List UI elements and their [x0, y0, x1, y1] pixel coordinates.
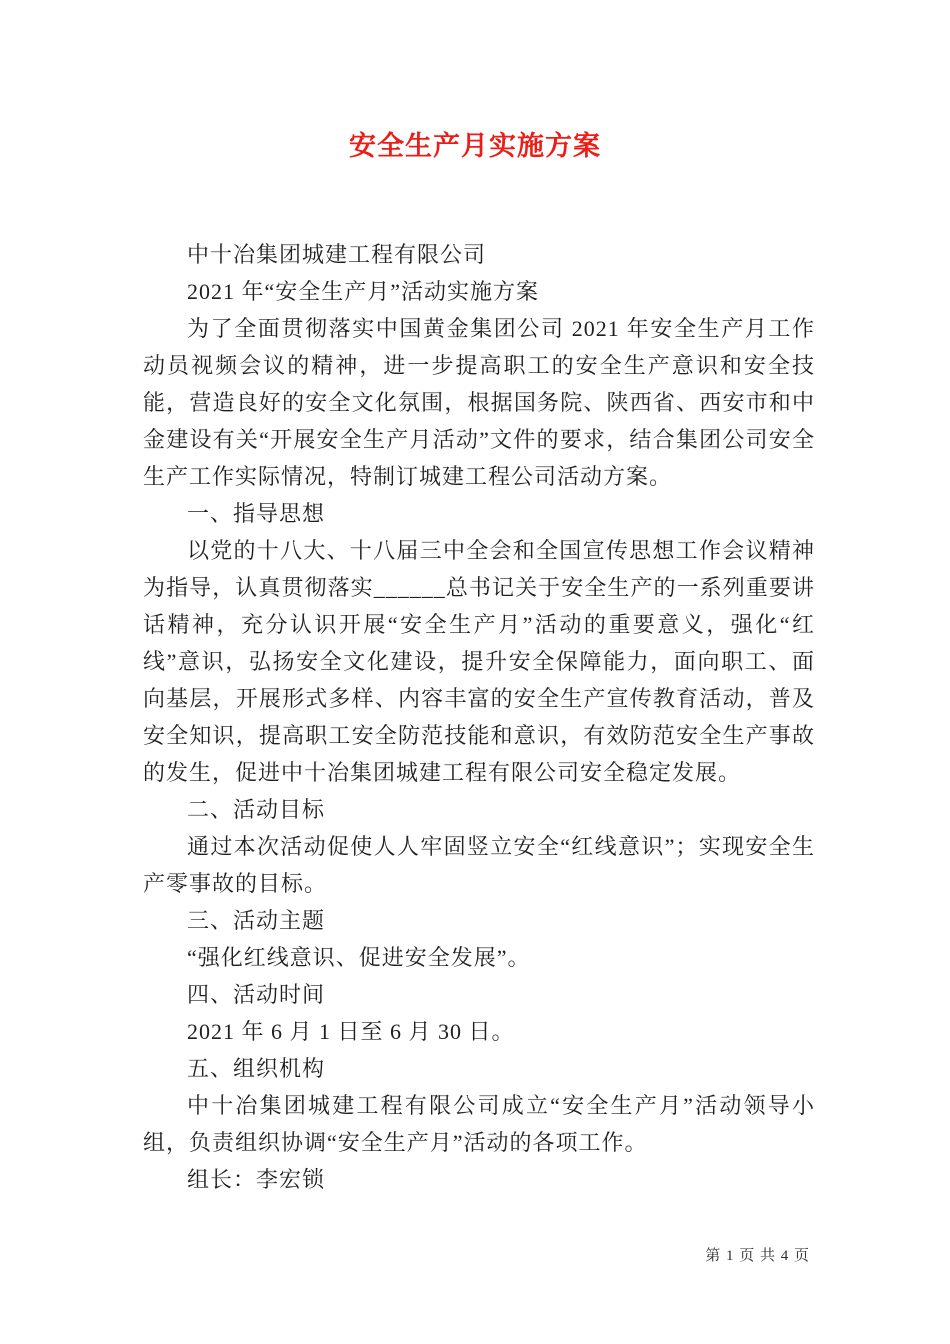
paragraph: 中十冶集团城建工程有限公司	[187, 242, 487, 267]
paragraph: 三、活动主题	[187, 908, 326, 933]
paragraph: 二、活动目标	[187, 797, 326, 822]
paragraph: 一、指导思想	[187, 501, 326, 526]
paragraph: 中十冶集团城建工程有限公司成立“安全生产月”活动领导小组，负责组织协调“安全生产月”活动的各项工作。	[143, 1093, 815, 1155]
document-title: 安全生产月实施方案	[349, 131, 601, 161]
paragraph: 为了全面贯彻落实中国黄金集团公司 2021 年安全生产月工作动员视频会议的精神，进一步提高职工的安全生产意识和安全技能，营造良好的安全文化氛围，根据国务院、陕西省、西安市和中金建设有关“开展安全生产月活动”文件的要求，结合集团公司安全生产工作实际情况，特制订城建工程公司活动方案。	[143, 316, 815, 489]
paragraph: “强化红线意识、促进安全发展”。	[187, 945, 531, 970]
paragraph: 以党的十八大、十八届三中全会和全国宣传思想工作会议精神为指导，认真贯彻落实______总书记关于安全生产的一系列重要讲话精神，充分认识开展“安全生产月”活动的重要意义，强化“红线”意识，弘扬安全文化建设，提升安全保障能力，面向职工、面向基层，开展形式多样、内容丰富的安全生产宣传教育活动，普及安全知识，提高职工安全防范技能和意识，有效防范安全生产事故的发生，促进中十冶集团城建工程有限公司安全稳定发展。	[143, 538, 815, 785]
paragraph: 2021 年“安全生产月”活动实施方案	[187, 279, 540, 304]
paragraph: 四、活动时间	[187, 982, 326, 1007]
paragraph: 通过本次活动促使人人牢固竖立安全“红线意识”；实现安全生产零事故的目标。	[143, 834, 815, 896]
paragraph: 2021 年 6 月 1 日至 6 月 30 日。	[187, 1019, 515, 1044]
page-footer: 第 1 页 共 4 页	[705, 1248, 810, 1264]
document-body	[143, 236, 815, 1198]
paragraph: 五、组织机构	[187, 1056, 326, 1081]
paragraph: 组长：李宏锁	[187, 1167, 326, 1192]
